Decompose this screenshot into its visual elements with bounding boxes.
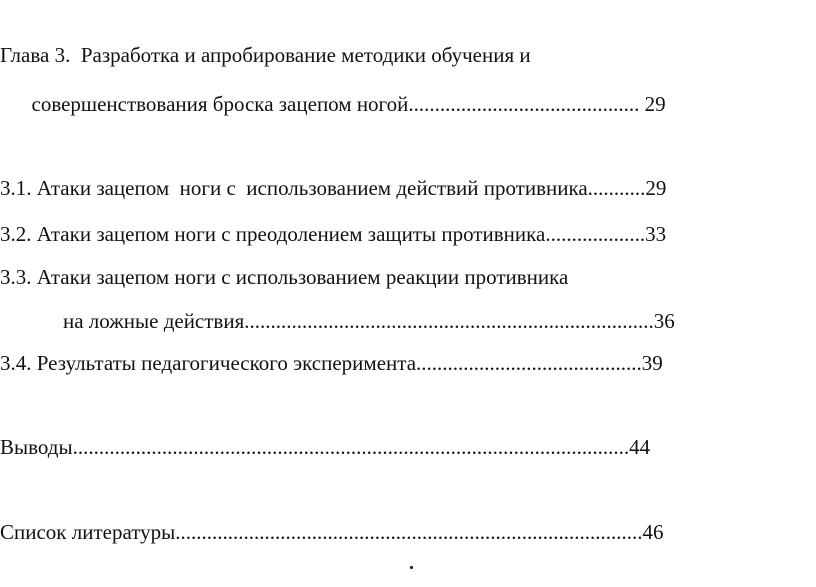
toc-item-3-4: 3.4. Результаты педагогического эксперимента...........................................39 [0,351,663,375]
toc-item-3-3-line-1: 3.3. Атаки зацепом ноги с использованием реакции противника [0,265,569,289]
toc-conclusions: Выводы..........................................................................................................44 [0,435,651,459]
toc-item-3-1: 3.1. Атаки зацепом ноги с использованием действий противника...........29 [0,176,667,200]
toc-references: Список литературы.........................................................................................46 [0,520,664,544]
toc-item-3-3-line-2: на ложные действия..............................................................................36 [0,309,675,333]
toc-chapter-3-title-line-1: Глава 3. Разработка и апробирование методики обучения и [0,43,531,67]
page-dot-mark [410,566,413,569]
toc-item-3-2: 3.2. Атаки зацепом ноги с преодолением защиты противника...................33 [0,222,667,246]
toc-chapter-3-title-line-2: совершенствования броска зацепом ногой............................................ 29 [0,92,666,116]
